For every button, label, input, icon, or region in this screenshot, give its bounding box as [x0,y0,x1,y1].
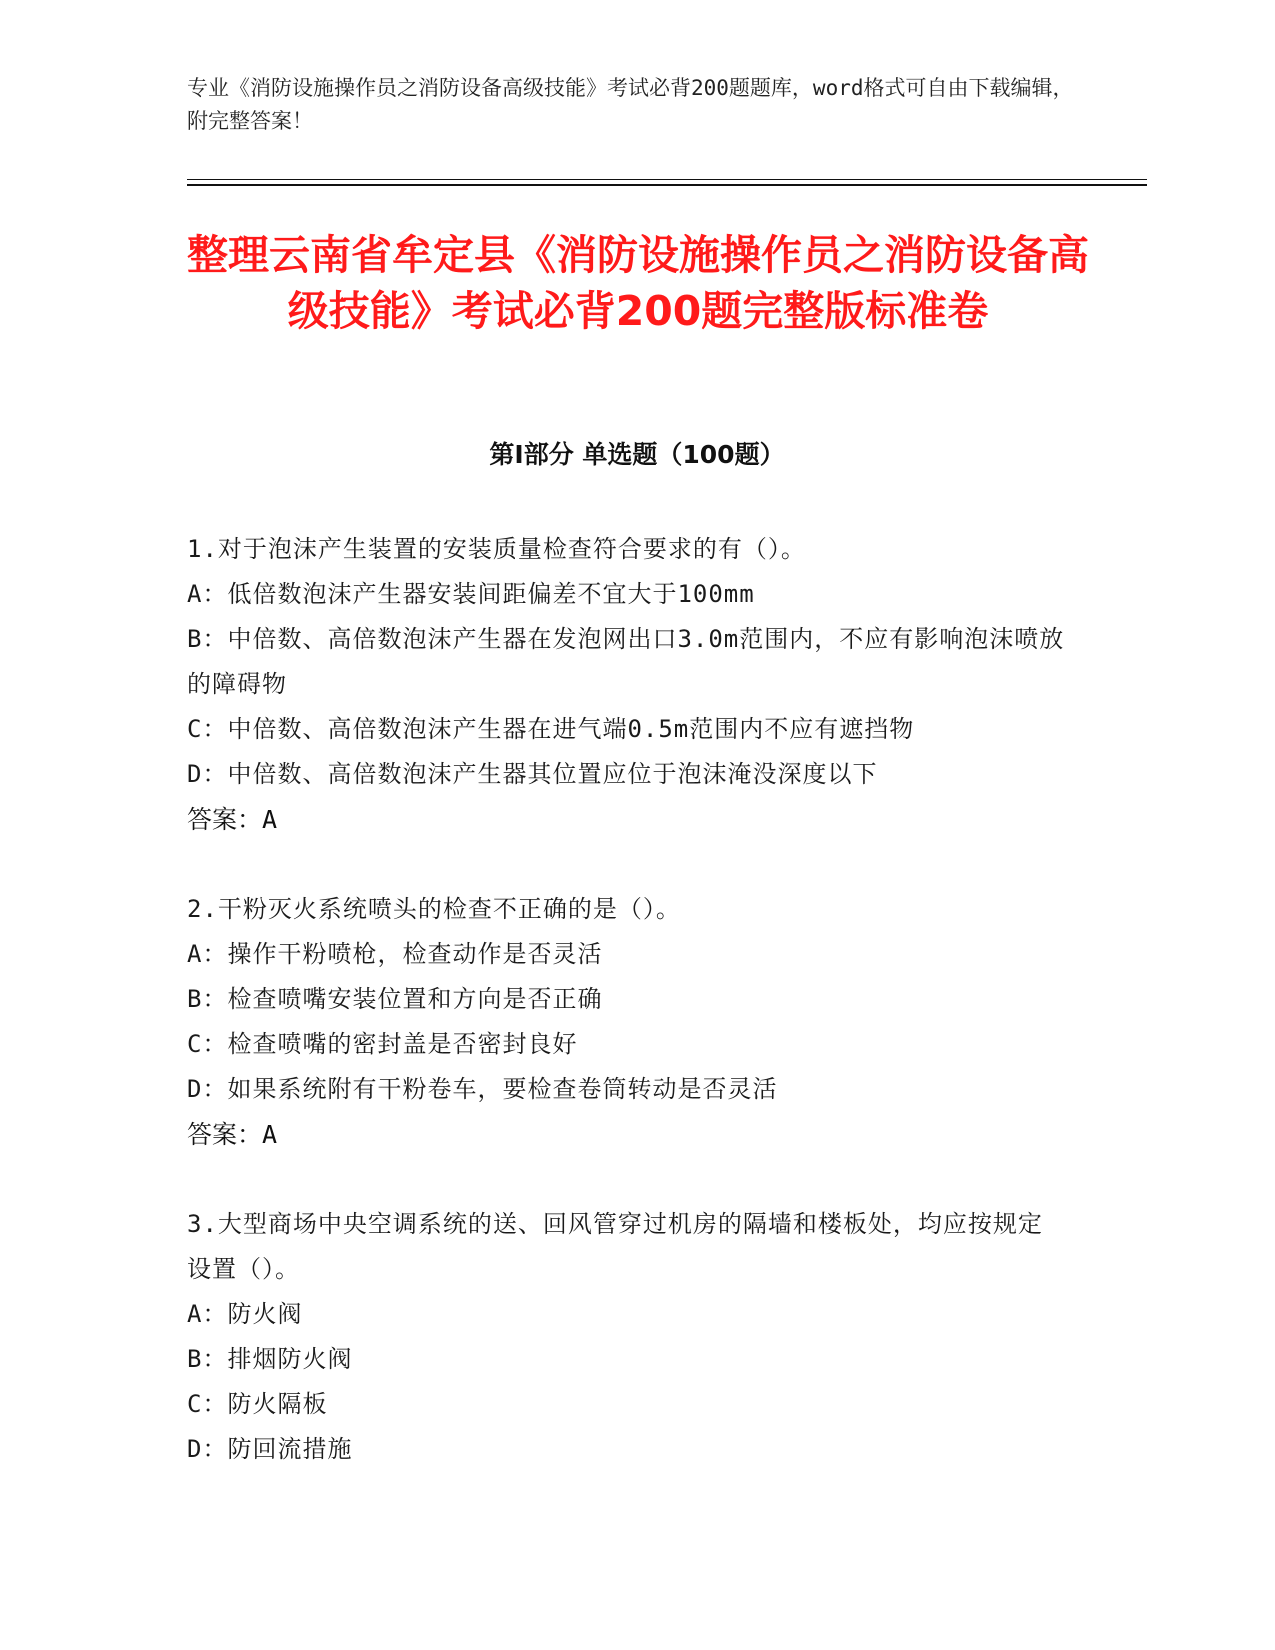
option-a: A：操作干粉喷枪，检查动作是否灵活 [187,940,603,968]
question-stem: 2.干粉灭火系统喷头的检查不正确的是（）。 [187,895,681,923]
question-2 [187,887,1067,1157]
question-gap [187,842,1067,887]
answer-value: A [262,1120,278,1149]
question-1 [187,527,1067,842]
document-title: 整理云南省牟定县《消防设施操作员之消防设备高级技能》考试必背200题完整版标准卷 [187,231,1089,335]
header-note: 专业《消防设施操作员之消防设备高级技能》考试必背200题题库，word格式可自由下载编辑，附完整答案！ [187,76,1074,133]
option-c: C：防火隔板 [187,1390,328,1418]
option-a: A：低倍数泡沫产生器安装间距偏差不宜大于100mm [187,580,755,608]
option-c: C：检查喷嘴的密封盖是否密封良好 [187,1030,578,1058]
answer-line [187,1112,1067,1157]
option-d: D：防回流措施 [187,1435,353,1463]
question-stem: 1.对于泡沫产生装置的安装质量检查符合要求的有（）。 [187,535,806,563]
option-b: B：排烟防火阀 [187,1345,353,1373]
option-b: B：检查喷嘴安装位置和方向是否正确 [187,985,603,1013]
answer-label: 答案： [187,805,263,834]
header-divider-thick [187,184,1147,186]
question-3 [187,1202,1067,1472]
question-gap [187,1157,1067,1202]
header-divider-thin [187,179,1147,180]
option-d: D：如果系统附有干粉卷车，要检查卷筒转动是否灵活 [187,1075,778,1103]
answer-value: A [262,805,278,834]
question-stem: 3.大型商场中央空调系统的送、回风管穿过机房的隔墙和楼板处，均应按规定设置（）。 [187,1210,1043,1283]
section-title: 第Ⅰ部分 单选题（100题） [489,440,785,469]
option-d: D：中倍数、高倍数泡沫产生器其位置应位于泡沫淹没深度以下 [187,760,878,788]
option-c: C：中倍数、高倍数泡沫产生器在进气端0.5m范围内不应有遮挡物 [187,715,915,743]
option-b: B：中倍数、高倍数泡沫产生器在发泡网出口3.0m范围内，不应有影响泡沫喷放的障碍物 [187,625,1065,698]
option-a: A：防火阀 [187,1300,303,1328]
answer-label: 答案： [187,1120,263,1149]
answer-line [187,797,1067,842]
question-list [187,527,1067,1472]
